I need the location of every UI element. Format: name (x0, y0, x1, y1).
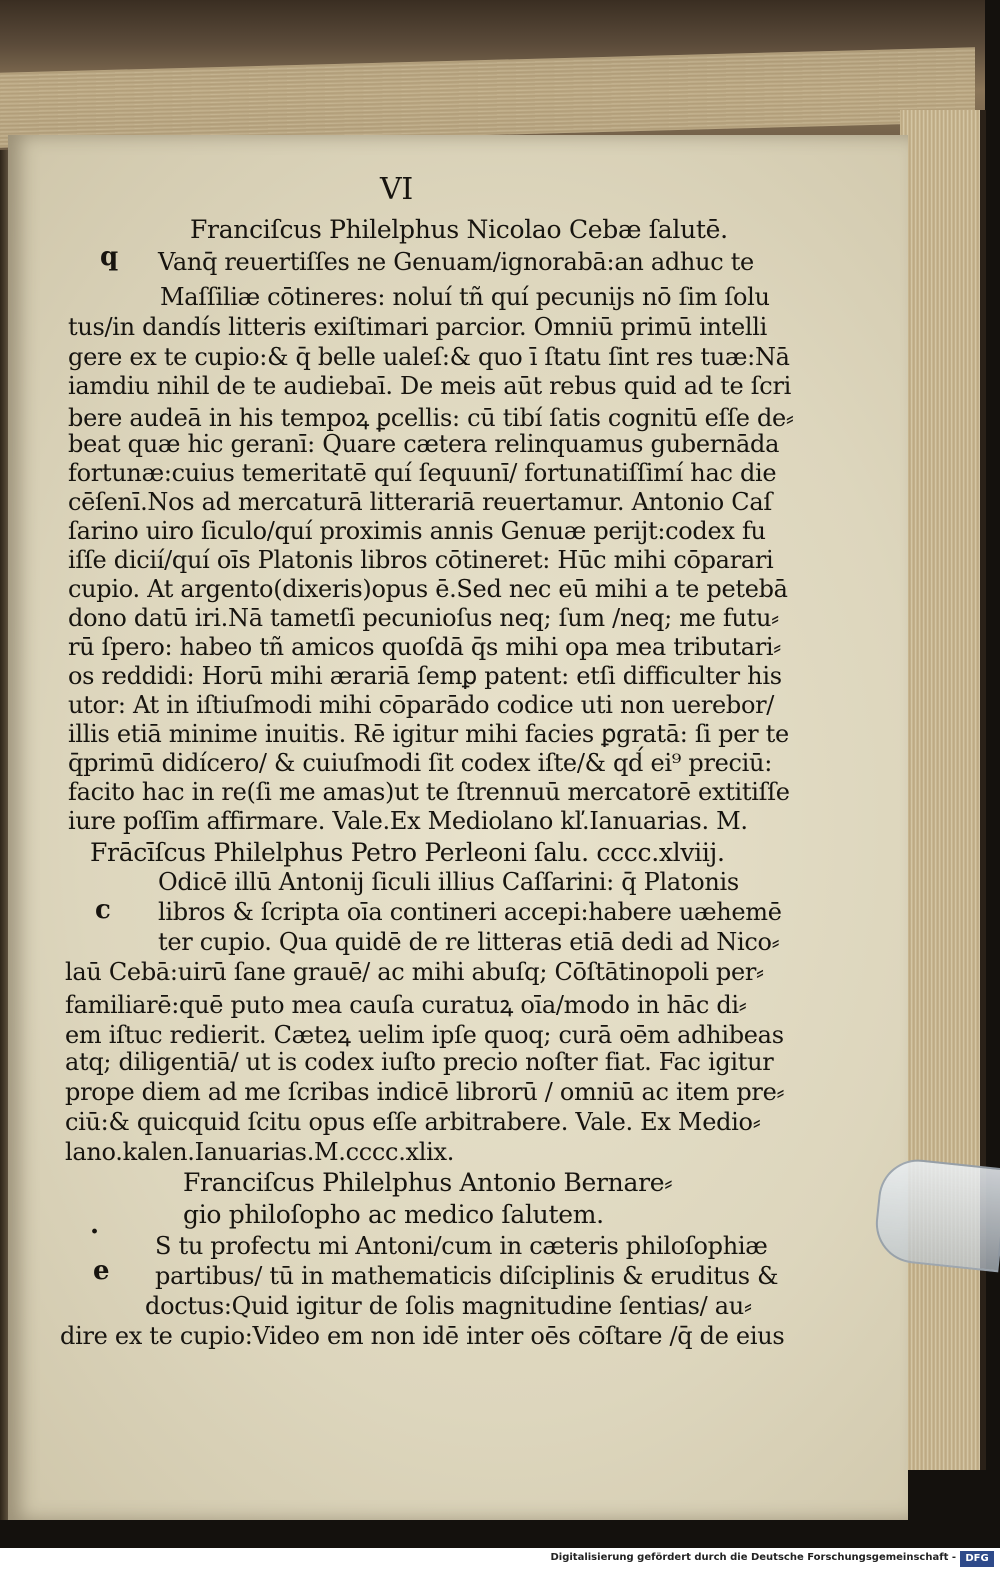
text-line: cēſenī.Nos ad mercaturā litterariā reuertamur. Antonio Caſ (68, 488, 772, 516)
text-line: dono datū iri.Nā tametſi pecunioſus neq; ſum /neq; me futu⸗ (68, 604, 779, 632)
footer-credit: Digitalisierung gefördert durch die Deutsche Forschungsgemeinschaft - (550, 1552, 956, 1563)
footer-bar (0, 1548, 1000, 1573)
text-line: facito hac in re(ſi me amas)ut te ſtrennuū mercatorē extitiſſe (68, 778, 790, 806)
letter-heading: gio philoſopho ac medico ſalutem. (183, 1200, 604, 1229)
text-line: Maſſiliæ cōtineres: noluí tñ quí pecunijs nō ſim ſolu (160, 283, 770, 311)
text-line: prope diem ad me ſcribas indicē librorū / omniū ac item pre⸗ (65, 1078, 785, 1106)
guide-letter: q (100, 242, 118, 272)
text-line: tus/in dandís litteris exiſtimari parcior. Omniū primū intelli (68, 313, 767, 341)
text-line: Odicē illū Antonij ſiculi illius Caſſarini: q̄ Platonis (158, 868, 739, 896)
text-line: doctus:Quid igitur de ſolis magnitudine ſentias/ au⸗ (145, 1292, 752, 1320)
text-line: em iſtuc redierit. Cæteꝝ uelim ipſe quoq; curā oēm adhibeas (65, 1021, 784, 1049)
text-line: laū Cebā:uirū ſane grauē/ ac mihi abuſq; Cōſtātinopoli per⸗ (65, 958, 764, 986)
text-line: bere audeā in his tempoꝝ ꝑcellis: cū tibí ſatis cognitū eſſe de⸗ (68, 404, 794, 432)
text-line: libros & ſcripta oīa contineri accepi:habere uæhemē (158, 898, 782, 926)
text-line: iamdiu nihil de te audiebaī. De meis aūt rebus quid ad te ſcri (68, 372, 791, 400)
text-line: lano.kalen.Ianuarias.M.cccc.xlix. (65, 1138, 455, 1166)
text-line: familiarē:quē puto mea cauſa curatuꝝ oīa/modo in hāc di⸗ (65, 991, 747, 1019)
guide-letter: e (93, 1256, 110, 1286)
dfg-logo: DFG (960, 1551, 994, 1567)
text-line: gere ex te cupio:& q̄ belle ualeſ:& quo ī ſtatu ſint res tuæ:Nā (68, 343, 790, 371)
text-line: os reddidi: Horū mihi ærariā ſemꝑ patent: etſi difficulter his (68, 662, 782, 690)
text-line: ciū:& quicquid ſcitu opus eſſe arbitrabere. Vale. Ex Medio⸗ (65, 1108, 761, 1136)
text-line: iſſe dicií/quí oīs Platonis libros cōtineret: Hūc mihi cōparari (68, 546, 774, 574)
text-line: utor: At in iſtiuſmodi mihi cōparādo codice uti non uerebor/ (68, 691, 775, 719)
page-clip (872, 1156, 1000, 1273)
text-line: ter cupio. Qua quidē de re litteras etiā dedi ad Nico⸗ (158, 928, 780, 956)
guide-letter: c (95, 895, 111, 925)
folio-number: VI (380, 172, 413, 207)
letter-heading: Frācīſcus Philelphus Petro Perleoni ſalu. cccc.xlviij. (90, 838, 725, 867)
text-line: dire ex te cupio:Video em non idē inter oēs cōſtare /q̄ de eius (60, 1322, 785, 1350)
text-line: cupio. At argento(dixeris)opus ē.Sed nec eū mihi a te petebā (68, 575, 788, 603)
text-line: fortunæ:cuius temeritatē quí ſequunī/ fortunatiſſimí hac die (68, 459, 777, 487)
letter-heading: Franciſcus Philelphus Antonio Bernare⸗ (183, 1168, 673, 1197)
text-line: iure poſſim affirmare. Vale.Ex Mediolano kľ.Ianuarias. M. (68, 807, 748, 835)
letter-heading: Franciſcus Philelphus Nicolao Cebæ ſalutē. (190, 215, 728, 244)
text-line: S tu profectu mi Antoni/cum in cæteris philoſophiæ (155, 1232, 768, 1260)
text-line: atq; diligentiā/ ut is codex iuſto precio noſter fiat. Fac igitur (65, 1048, 774, 1076)
text-line: beat quæ hic geranī: Quare cætera relinquamus gubernāda (68, 430, 780, 458)
text-line: Vanq̄ reuertiſſes ne Genuam/ignorabā:an adhuc te (158, 248, 754, 276)
text-line: illis etiā minime inuitis. Rē igitur mihi facies ꝑgratā: ſi per te (68, 720, 789, 748)
text-line: partibus/ tū in mathematicis diſciplinis & eruditus & (155, 1262, 779, 1290)
text-line: ſarino uiro ſiculo/quí proximis annis Genuæ perijt:codex fu (68, 517, 766, 545)
guide-letter: . (90, 1210, 99, 1240)
text-line: q̄primū didícero/ & cuiuſmodi ſit codex iſte/& qd́ ei⁹ preciū: (68, 749, 772, 777)
text-line: rū ſpero: habeo tñ amicos quoſdā q̄s mihi opa mea tributari⸗ (68, 633, 781, 661)
